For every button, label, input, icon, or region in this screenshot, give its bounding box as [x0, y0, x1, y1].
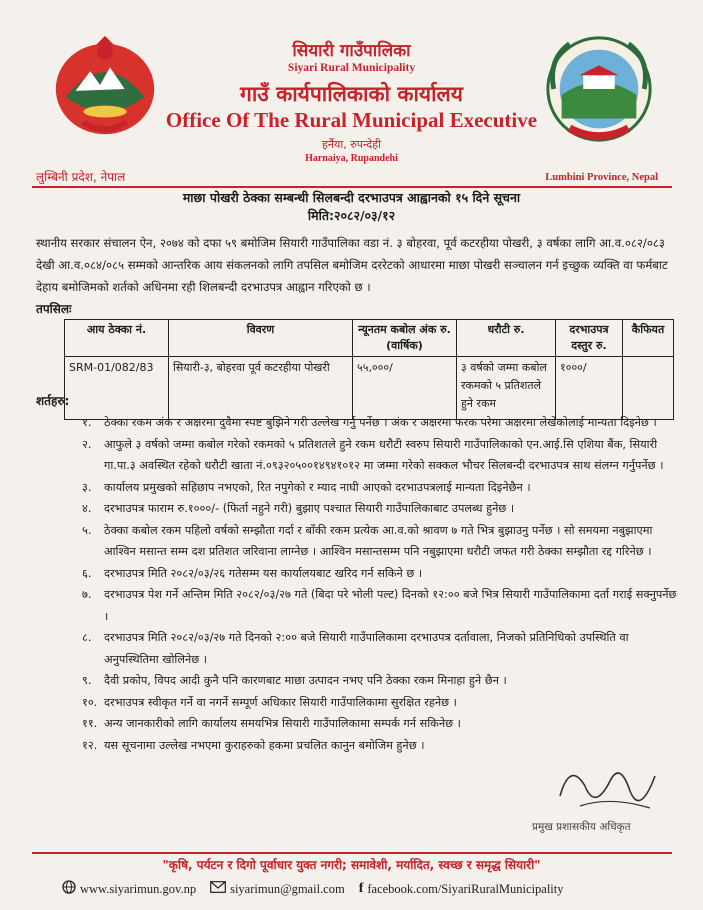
term-number: ४. [82, 502, 92, 515]
term-text: ठेक्का कबोल रकम पहिलो वर्षको सम्झौता गर्दा र बाँकी रकम प्रत्येक आ.व.को श्रावण ७ गते भित्र बुझाउनु पर्नेछ । सो समयमा नबुझाएमा आश्विन मसान्त सम्म दश प्रतिशत जरिवाना लाग्नेछ । आश्विन मसान्तसम्म पनि नबुझाएमा धरौटी जफत गरी ठेक्का सम्झौता रद्द गरिनेछ । [104, 523, 653, 558]
terms-heading: शर्तहरु: [36, 394, 70, 408]
term-item [82, 692, 680, 714]
term-number: १०. [82, 695, 98, 709]
terms-list [82, 412, 680, 756]
footer-slogan: "कृषि, पर्यटन र दिगो पूर्वाधार युक्त नगरी; समावेशी, मर्यादित, स्वच्छ र समृद्ध सियारी" [162, 858, 541, 872]
notice-date: मिति:२०८२/०३/१२ [307, 208, 396, 223]
globe-icon [62, 880, 76, 898]
province-en: Lumbini Province, Nepal [545, 172, 658, 183]
term-text: दरभाउपत्र फाराम रु.१०००/- (फिर्ता नहुने गरी) बुझाए पश्चात सियारी गाउँपालिकाबाट उपलब्ध हुनेछ । [104, 502, 515, 515]
footer-facebook[interactable] [359, 881, 564, 897]
term-item [82, 735, 680, 757]
table-header-row [65, 320, 674, 357]
table-cell: SRM-01/082/83 [65, 357, 169, 420]
term-text: दरभाउपत्र मिति २०८२/०३/२६ गतेसम्म यस कार्यालयबाट खरिद गर्न सकिने छ । [104, 566, 423, 580]
table-row [65, 357, 674, 420]
term-text: यस सूचनामा उल्लेख नभएमा कुराहरुको हकमा प्रचलित कानुन बमोजिम हुनेछ । [104, 738, 425, 752]
website-text: www.siyarimun.gov.np [80, 881, 197, 896]
notice-title: माछा पोखरी ठेक्का सम्बन्धी सिलबन्दी दरभाउपत्र आह्वानको १५ दिने सूचना [182, 190, 521, 205]
term-number: १२. [82, 738, 98, 752]
term-text: दैवी प्रकोप, विपद आदी कुनै पनि कारणबाट माछा उत्पादन नभए पनि ठेक्का रकम मिनाहा हुने छैन । [104, 674, 507, 687]
mail-icon [210, 881, 226, 897]
municipality-name-np: सियारी गाउँपालिका [292, 41, 411, 61]
tapsil-label: तपसिलः [36, 302, 72, 316]
term-number: ५. [82, 523, 92, 537]
term-text: आफुले ३ वर्षको जम्मा कबोल गरेको रकमको ५ प्रतिशतले हुने रकम धरौटी स्वरुप सियारी गाउँपालिकाको एन.आई.सि एशिया बैंक, सियारी गा.पा.३ अवस्थित रहेको धरौटी खाता नं.०९३२०५००१४९४१०१२ मा जम्मा गरेको सक्कल भौचर सिलबन्दी दरभाउपत्र साथ संलग्न गर्नुपर्नेछ । [104, 437, 664, 472]
province-np: लुम्बिनी प्रदेश, नेपाल [36, 170, 126, 184]
term-text: दरभाउपत्र मिति २०८२/०३/२७ गते दिनको २:०० बजे सियारी गाउँपालिकामा दरभाउपत्र दर्तावाला, निजको प्रतिनिधिको उपस्थिति वा अनुपस्थितिमा खोलिनेछ । [104, 631, 629, 666]
term-number: १. [82, 416, 92, 429]
term-text: दरभाउपत्र पेश गर्ने अन्तिम मिति २०८२/०३/२७ गते (बिदा परे भोली पल्ट) दिनको १२:०० बजे भित्र सियारी गाउँपालिकामा दर्ता गराई सक्नुपर्नेछ । [104, 588, 677, 623]
officer-title: प्रमुख प्रशासकीय अधिकृत [532, 821, 631, 833]
table-header-cell: आय ठेक्का नं. [65, 320, 169, 357]
term-number: ३. [82, 480, 92, 494]
table-header-cell: कैफियत [623, 320, 674, 357]
term-item [82, 498, 680, 520]
address-np: हर्नैया, रुपन्देही [322, 138, 381, 151]
office-name-np: गाउँ कार्यपालिकाको कार्यालय [240, 82, 463, 106]
term-item [82, 627, 680, 670]
table-cell: १०००/ [556, 357, 623, 420]
table-header-cell: दरभाउपत्र दस्तुर रु. [556, 320, 623, 357]
notice-intro: स्थानीय सरकार संचालन ऐन, २०७४ को दफा ५९ बमोजिम सियारी गाउँपालिका वडा नं. ३ बोहरवा, पूर्व कटरहीया पोखरी, ३ वर्षका लागि आ.व.०८२/०८३ देखी आ.व.०८४/०८५ सम्मको आन्तरिक आय संकलनको लागि तपसिल बमोजिम दररेटको आधारमा माछा पोखरी सञ्चालन गर्न इच्छुक व्यक्ति वा फर्मबाट देहाय बमोजिमको शर्तको अधिनमा रही शिलबन्दी दरभाउपत्र आह्वान गरिएको छ । [36, 236, 668, 294]
table-cell [623, 357, 674, 420]
term-item [82, 520, 680, 563]
term-item [82, 670, 680, 692]
tender-table [64, 319, 674, 420]
term-number: ८. [82, 631, 92, 644]
term-item [82, 713, 680, 735]
term-item [82, 477, 680, 499]
term-number: २. [82, 437, 92, 451]
table-header-cell: विवरण [169, 320, 353, 357]
header-divider [32, 186, 672, 188]
municipality-name-en: Siyari Rural Municipality [287, 62, 416, 74]
term-text: दरभाउपत्र स्वीकृत गर्ने वा नगर्ने सम्पूर्ण अधिकार सियारी गाउँपालिकामा सुरक्षित रहनेछ । [104, 695, 457, 709]
term-item [82, 412, 680, 434]
term-item [82, 584, 680, 627]
footer-website[interactable] [62, 880, 196, 898]
term-text: अन्य जानकारीको लागि कार्यालय समयभित्र सियारी गाउँपालिकामा सम्पर्क गर्न सकिनेछ । [104, 717, 461, 730]
footer-contacts [62, 880, 564, 898]
footer-email[interactable] [210, 881, 345, 897]
term-number: ७. [82, 588, 92, 601]
facebook-text: facebook.com/SiyariRuralMunicipality [367, 881, 564, 896]
address-en: Harnaiya, Rupandehi [305, 153, 398, 164]
term-number: ६. [82, 566, 92, 580]
term-item [82, 434, 680, 477]
term-item [82, 563, 680, 585]
term-text: कार्यालय प्रमुखको सहिछाप नभएको, रित नपुगेको र म्याद नाघी आएको दरभाउपत्रलाई मान्यता दिइनेछैन । [104, 480, 531, 494]
office-name-en: Office Of The Rural Municipal Executive [165, 108, 538, 132]
facebook-icon: f [358, 881, 364, 896]
term-number: ११. [82, 717, 98, 730]
table-cell: सियारी-३, बोहरवा पूर्व कटरहीया पोखरी [169, 357, 353, 420]
footer-divider [32, 852, 672, 854]
table-cell: ३ वर्षको जम्मा कबोल रकमको ५ प्रतिशतले हुने रकम [457, 357, 556, 420]
email-text: siyarimun@gmail.com [230, 881, 345, 896]
term-number: ९. [82, 674, 92, 687]
table-header-cell: न्यूनतम कबोल अंक रु. (वार्षिक) [353, 320, 457, 357]
table-header-cell: धरौटी रु. [457, 320, 556, 357]
table-cell: ५५,०००/ [353, 357, 457, 420]
term-text: ठेक्का रकम अंक र अक्षरमा दुवैमा स्पष्ट बुझिने गरी उल्लेख गर्नु पर्नेछ । अंक र अक्षरमा फरक परेमा अक्षरमा लेखेकोलाई मान्यता दिइनेछ । [104, 416, 657, 429]
